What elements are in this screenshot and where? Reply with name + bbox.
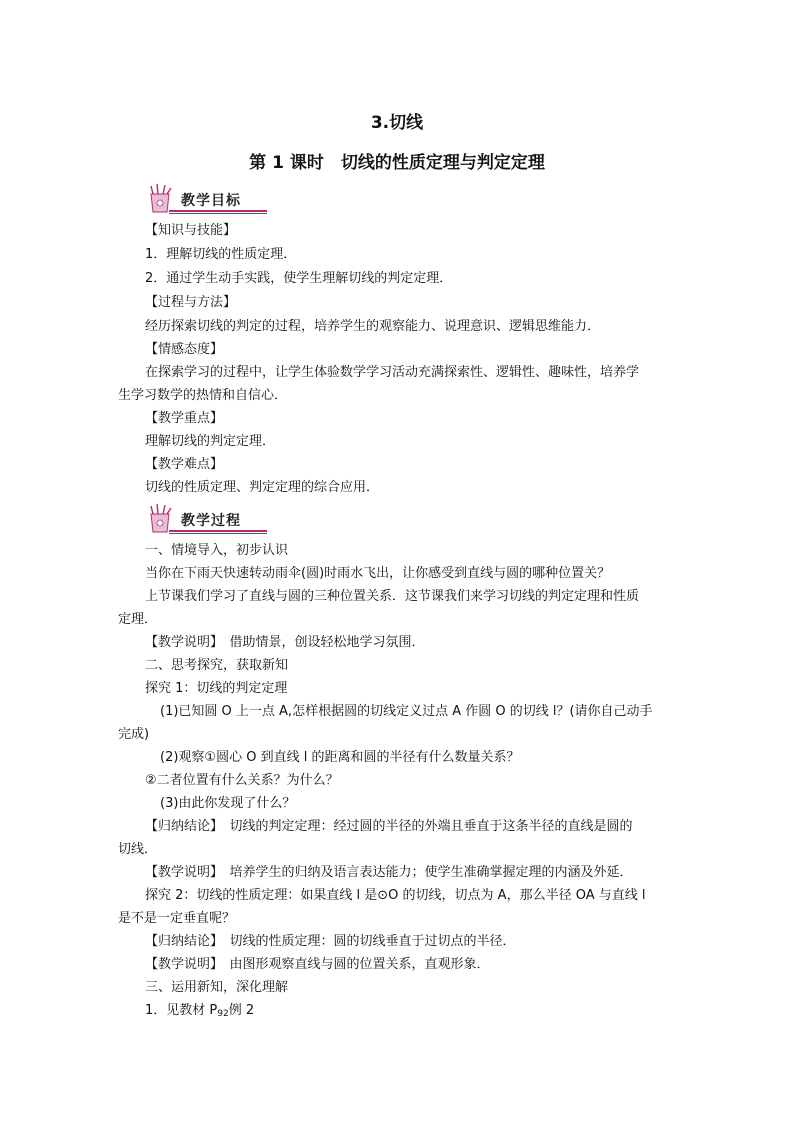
question-1-line-2: 完成) [118, 727, 150, 742]
explore-1-heading: 探究 1：切线的判定定理 [145, 681, 288, 696]
section-3-item-1 [145, 1002, 680, 1023]
section-2-heading: 二、思考探究，获取新知 [145, 658, 289, 673]
banner-rule [169, 210, 267, 212]
difficulty-heading: 【教学难点】 [145, 457, 224, 472]
banner-rule [169, 533, 267, 534]
difficulty-text: 切线的性质定理、判定定理的综合应用． [145, 480, 380, 495]
emotion-text-line-1: 在探索学习的过程中，让学生体验数学学习活动充满探索性、逻辑性、趣味性，培养学 [145, 365, 640, 380]
goals-banner-label: 教学目标 [181, 193, 241, 209]
conclusion-2: 【归纳结论】 切线的性质定理：圆的切线垂直于过切点的半径． [145, 934, 516, 949]
goals-banner [145, 184, 269, 216]
process-text: 经历探索切线的判定的过程，培养学生的观察能力、说理意识、逻辑思维能力． [145, 319, 601, 334]
emotion-heading: 【情感态度】 [145, 342, 224, 357]
item-1-prefix: 1．见教材 P [145, 1003, 218, 1018]
question-2: (2)观察①圆心 O 到直线 l 的距离和圆的半径有什么数量关系？ [160, 750, 520, 765]
question-1-line-1: (1)已知圆 O 上一点 A,怎样根据圆的切线定义过点 A 作圆 O 的切线 l？(请你自己动手 [160, 704, 653, 719]
section-1-paragraph-2-line-2: 定理． [118, 612, 158, 627]
banner-rule [169, 530, 267, 532]
knowledge-item-1: 1．理解切线的性质定理． [145, 247, 297, 262]
section-1-paragraph-2-line-1: 上节课我们学习了直线与圆的三种位置关系．这节课我们来学习切线的判定定理和性质 [145, 589, 640, 604]
knowledge-heading: 【知识与技能】 [145, 223, 237, 238]
question-2b: ②二者位置有什么关系？为什么？ [145, 773, 339, 788]
lesson-title: 3.切线 [370, 113, 424, 133]
explore-2-line-2: 是不是一定垂直呢？ [118, 911, 236, 926]
conclusion-1-line-2: 切线． [118, 842, 158, 857]
explore-2-line-1: 探究 2：切线的性质定理：如果直线 l 是⊙O 的切线，切点为 A，那么半径 OA 与直线 l [145, 888, 646, 903]
lesson-subtitle: 第 1 课时 切线的性质定理与判定定理 [249, 153, 545, 173]
process-banner [145, 504, 269, 536]
item-1-page-subscript: 92 [217, 1009, 229, 1019]
knowledge-item-2: 2．通过学生动手实践，使学生理解切线的判定定理． [145, 271, 453, 286]
key-point-text: 理解切线的判定定理． [145, 434, 276, 449]
key-point-heading: 【教学重点】 [145, 411, 224, 426]
section-1-paragraph-1: 当你在下雨天快速转动雨伞(圆)时雨水飞出，让你感受到直线与圆的哪种位置关？ [145, 566, 611, 581]
question-3: (3)由此你发现了什么？ [160, 796, 296, 811]
section-3-heading: 三、运用新知，深化理解 [145, 980, 289, 995]
emotion-text-line-2: 生学习数学的热情和自信心． [118, 388, 288, 403]
process-heading: 【过程与方法】 [145, 295, 237, 310]
process-banner-label: 教学过程 [181, 513, 241, 529]
conclusion-1-line-1: 【归纳结论】 切线的判定定理：经过圆的半径的外端且垂直于这条半径的直线是圆的 [145, 819, 633, 834]
section-1-heading: 一、情境导入，初步认识 [145, 543, 289, 558]
teaching-note-2: 【教学说明】 培养学生的归纳及语言表达能力；使学生准确掌握定理的内涵及外延． [145, 865, 633, 880]
teaching-note-1: 【教学说明】 借助情景，创设轻松地学习氛围． [145, 635, 425, 650]
item-1-suffix: 例 2 [228, 1003, 255, 1018]
teaching-note-3: 【教学说明】 由图形观察直线与圆的位置关系，直观形象． [145, 957, 490, 972]
banner-rule [169, 213, 267, 214]
